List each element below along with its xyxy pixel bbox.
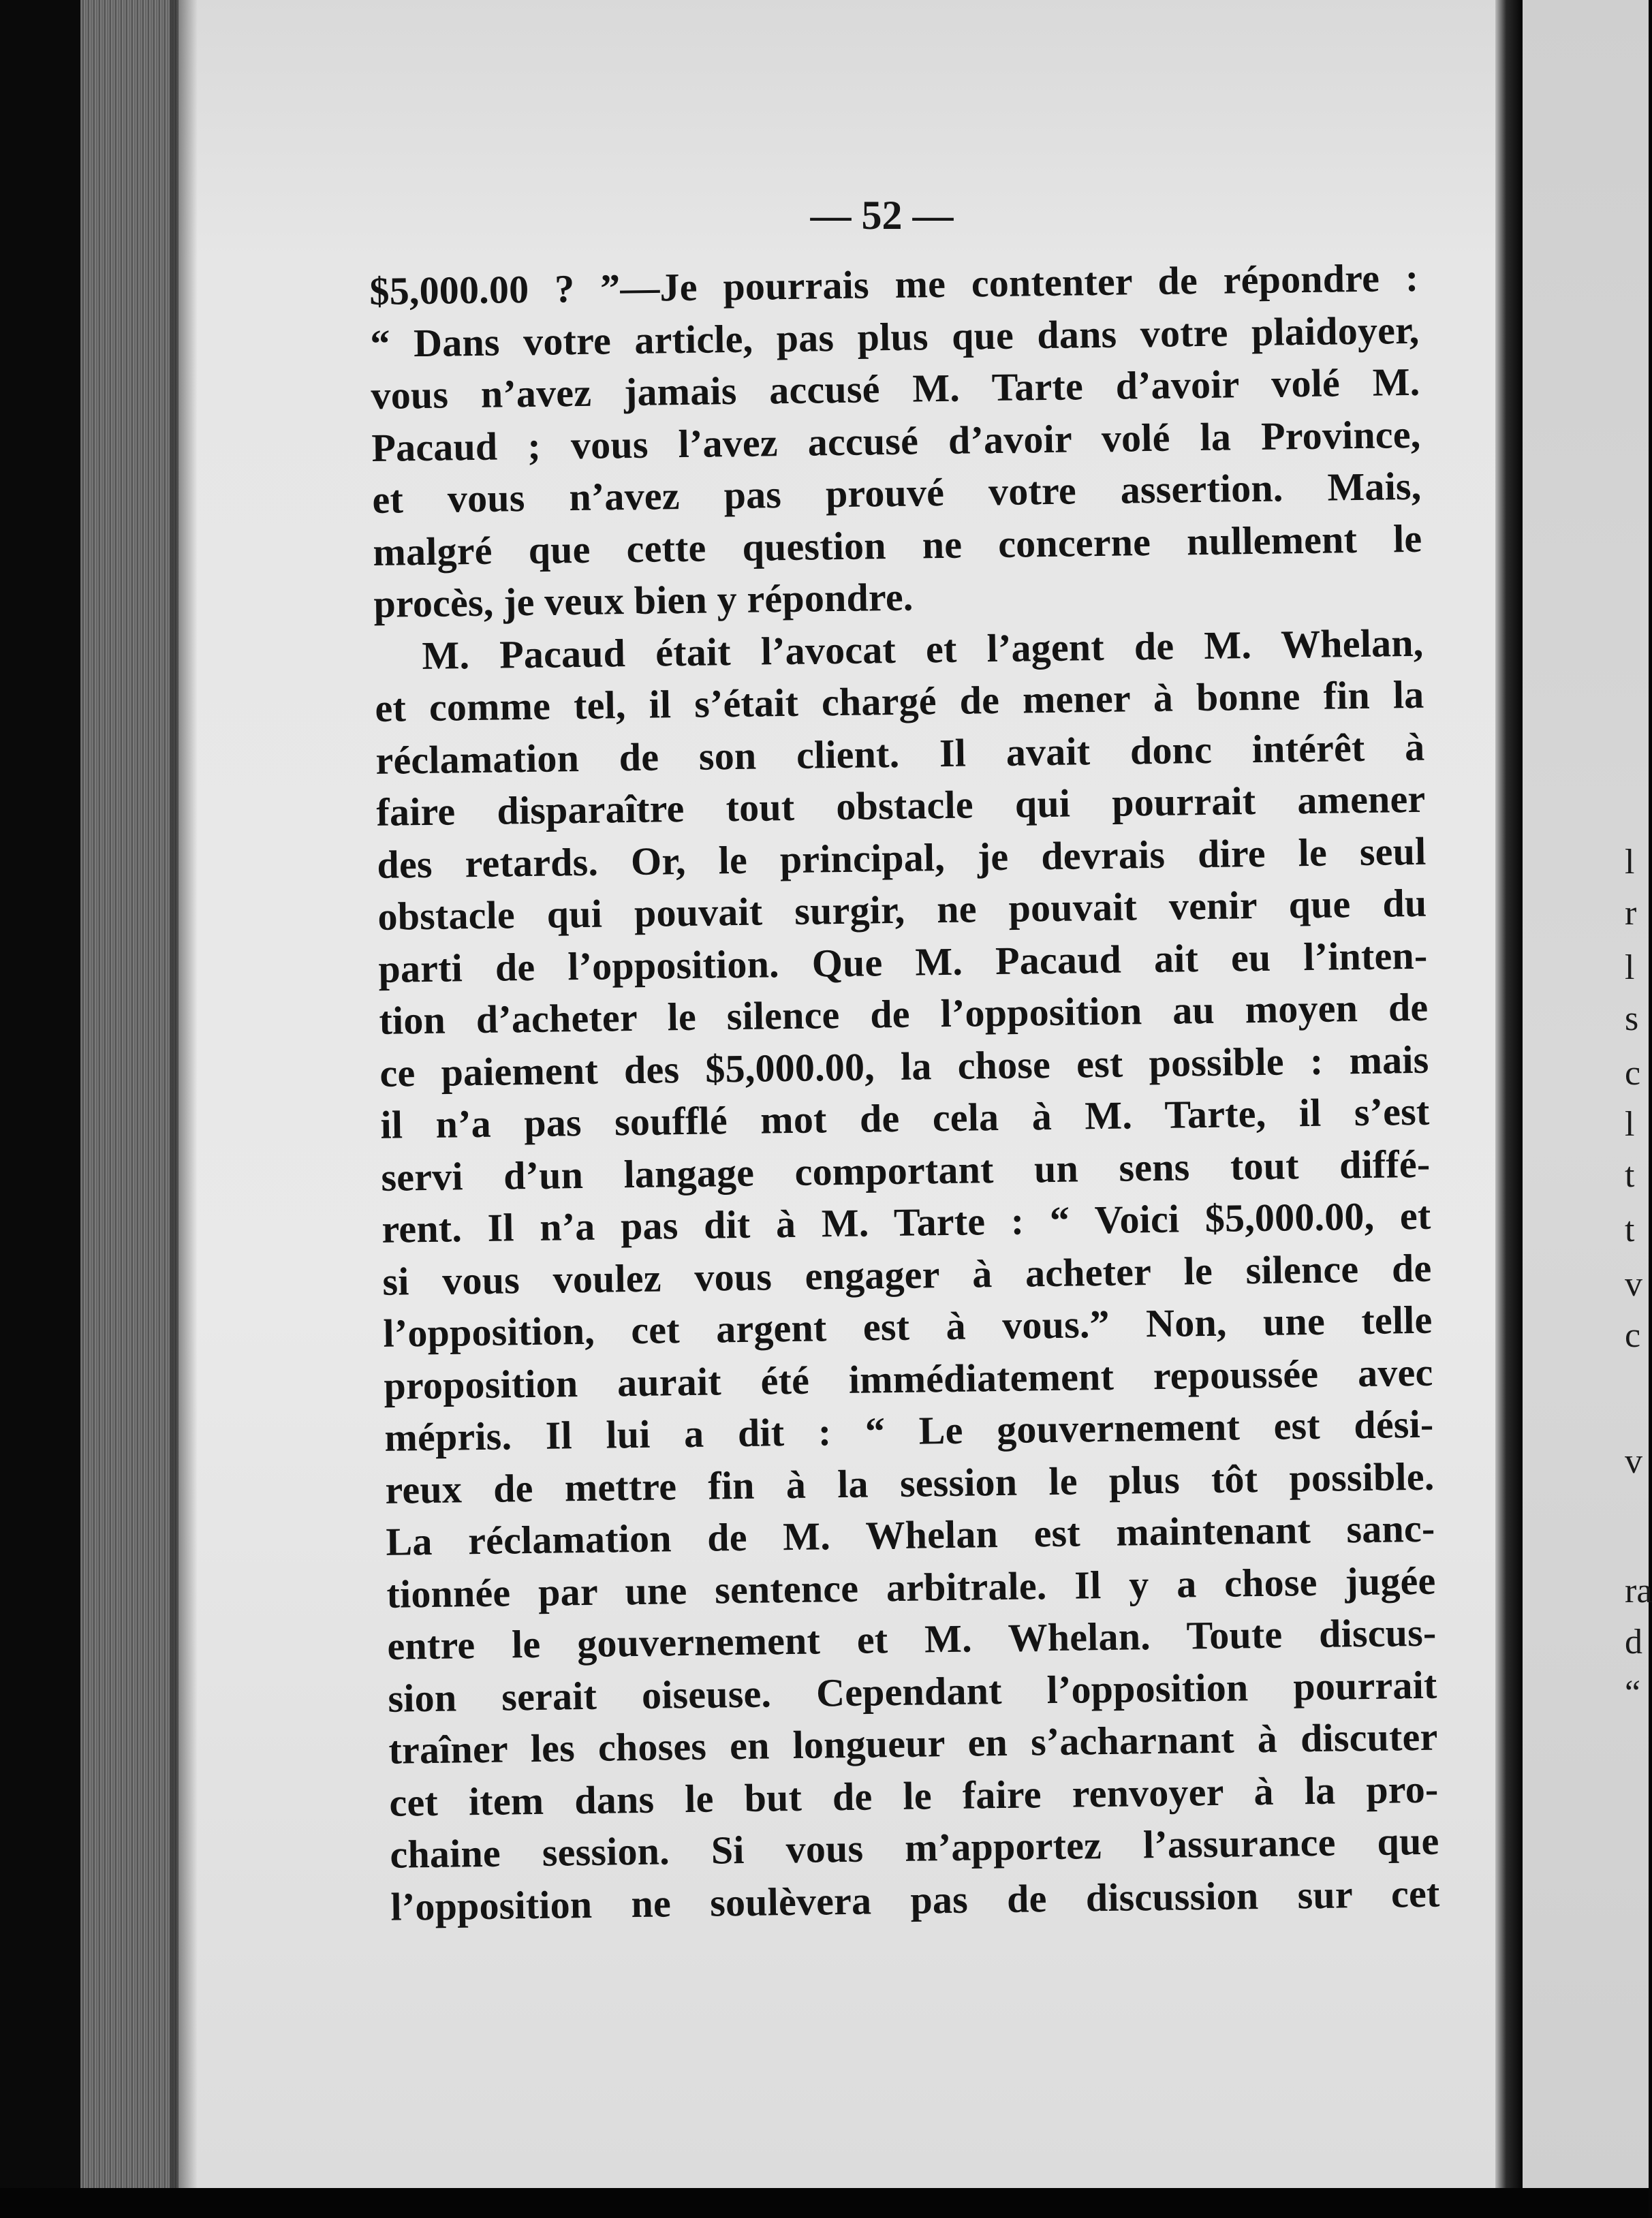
text-line: parti de l’opposition. Que M. Pacaud ait eu l’inten- xyxy=(378,933,1428,991)
body-text xyxy=(369,252,1440,1933)
facing-page-fragment: l xyxy=(1625,948,1635,987)
facing-page-fragment: ra xyxy=(1625,1572,1652,1610)
text-line: faire disparaître tout obstacle qui pourrait amener xyxy=(376,776,1426,834)
text-line: entre le gouvernement et M. Whelan. Toute discus- xyxy=(387,1610,1437,1668)
text-line: malgré que cette question ne concerne nullement le xyxy=(373,516,1422,574)
text-line: ce paiement des $5,000.00, la chose est possible : mais xyxy=(379,1037,1429,1095)
facing-page xyxy=(1523,0,1652,2190)
text-line: rent. Il n’a pas dit à M. Tarte : “ Voici $5,000.00, et xyxy=(381,1193,1431,1251)
text-line: réclamation de son client. Il avait donc intérêt à xyxy=(375,724,1425,783)
facing-page-fragment: “ xyxy=(1625,1674,1641,1713)
book-page xyxy=(178,0,1503,2188)
text-line: mépris. Il lui a dit : “ Le gouvernement est dési- xyxy=(384,1401,1434,1460)
text-line: sion serait oiseuse. Cependant l’opposition pourrait xyxy=(388,1662,1437,1721)
text-line: tionnée par une sentence arbitrale. Il y a chose jugée xyxy=(386,1558,1436,1616)
page-fore-edge xyxy=(80,0,183,2190)
text-line: il n’a pas soufflé mot de cela à M. Tarte, il s’est xyxy=(380,1089,1430,1147)
page-number: — 52 — xyxy=(810,193,954,238)
facing-page-fragment: s xyxy=(1625,999,1639,1038)
text-line: “ Dans votre article, pas plus que dans votre plaidoyer, xyxy=(370,307,1420,366)
scan-border xyxy=(0,2188,1649,2218)
facing-page-fragment: t xyxy=(1625,1210,1635,1249)
text-line: obstacle qui pouvait surgir, ne pouvait venir que du xyxy=(377,880,1427,939)
text-line: l’opposition, cet argent est à vous.” Non, une telle xyxy=(383,1297,1433,1356)
text-line: chaine session. Si vous m’apportez l’assurance que xyxy=(390,1818,1439,1877)
text-line: vous n’avez jamais accusé M. Tarte d’avoir volé M. xyxy=(371,359,1420,418)
text-line: Pacaud ; vous l’avez accusé d’avoir volé la Province, xyxy=(371,411,1421,470)
text-line: procès, je veux bien y répondre. xyxy=(373,574,914,626)
text-line: traîner les choses en longueur en s’acharnant à discuter xyxy=(388,1714,1438,1772)
page-edge-shadow xyxy=(170,0,198,2190)
facing-page-fragment: v xyxy=(1625,1442,1642,1481)
text-line: des retards. Or, le principal, je devrais dire le seul xyxy=(377,828,1427,887)
text-line: cet item dans le but de le faire renvoyer à la pro- xyxy=(389,1766,1439,1825)
text-line: et comme tel, il s’était chargé de mener à bonne fin la xyxy=(375,672,1424,730)
facing-page-fragment: r xyxy=(1625,894,1637,933)
text-line: et vous n’avez pas prouvé votre assertion. Mais, xyxy=(372,463,1422,522)
facing-page-fragment: t xyxy=(1625,1156,1635,1195)
facing-page-fragment: d xyxy=(1625,1623,1642,1661)
text-line: M. Pacaud était l’avocat et l’agent de M. Whelan, xyxy=(422,620,1424,678)
book-gutter xyxy=(1495,0,1523,2218)
facing-page-fragment: c xyxy=(1625,1316,1641,1355)
text-line: reux de mettre fin à la session le plus tôt possible. xyxy=(385,1454,1435,1512)
facing-page-fragment: l xyxy=(1625,843,1635,881)
facing-page-fragment: c xyxy=(1625,1054,1641,1093)
text-line: l’opposition ne soulèvera pas de discussion sur cet xyxy=(390,1871,1440,1929)
text-line: si vous voulez vous engager à acheter le silence de xyxy=(382,1245,1432,1304)
text-line: servi d’un langage comportant un sens tout diffé- xyxy=(381,1141,1431,1200)
text-line: proposition aurait été immédiatement repoussée avec xyxy=(384,1349,1433,1408)
text-line: tion d’acheter le silence de l’opposition au moyen de xyxy=(379,984,1429,1043)
facing-page-fragment: l xyxy=(1625,1105,1635,1144)
text-line: La réclamation de M. Whelan est maintenant sanc- xyxy=(386,1505,1435,1564)
text-line: $5,000.00 ? ”—Je pourrais me contenter de répondre : xyxy=(369,255,1419,313)
facing-page-fragment: v xyxy=(1625,1265,1642,1304)
